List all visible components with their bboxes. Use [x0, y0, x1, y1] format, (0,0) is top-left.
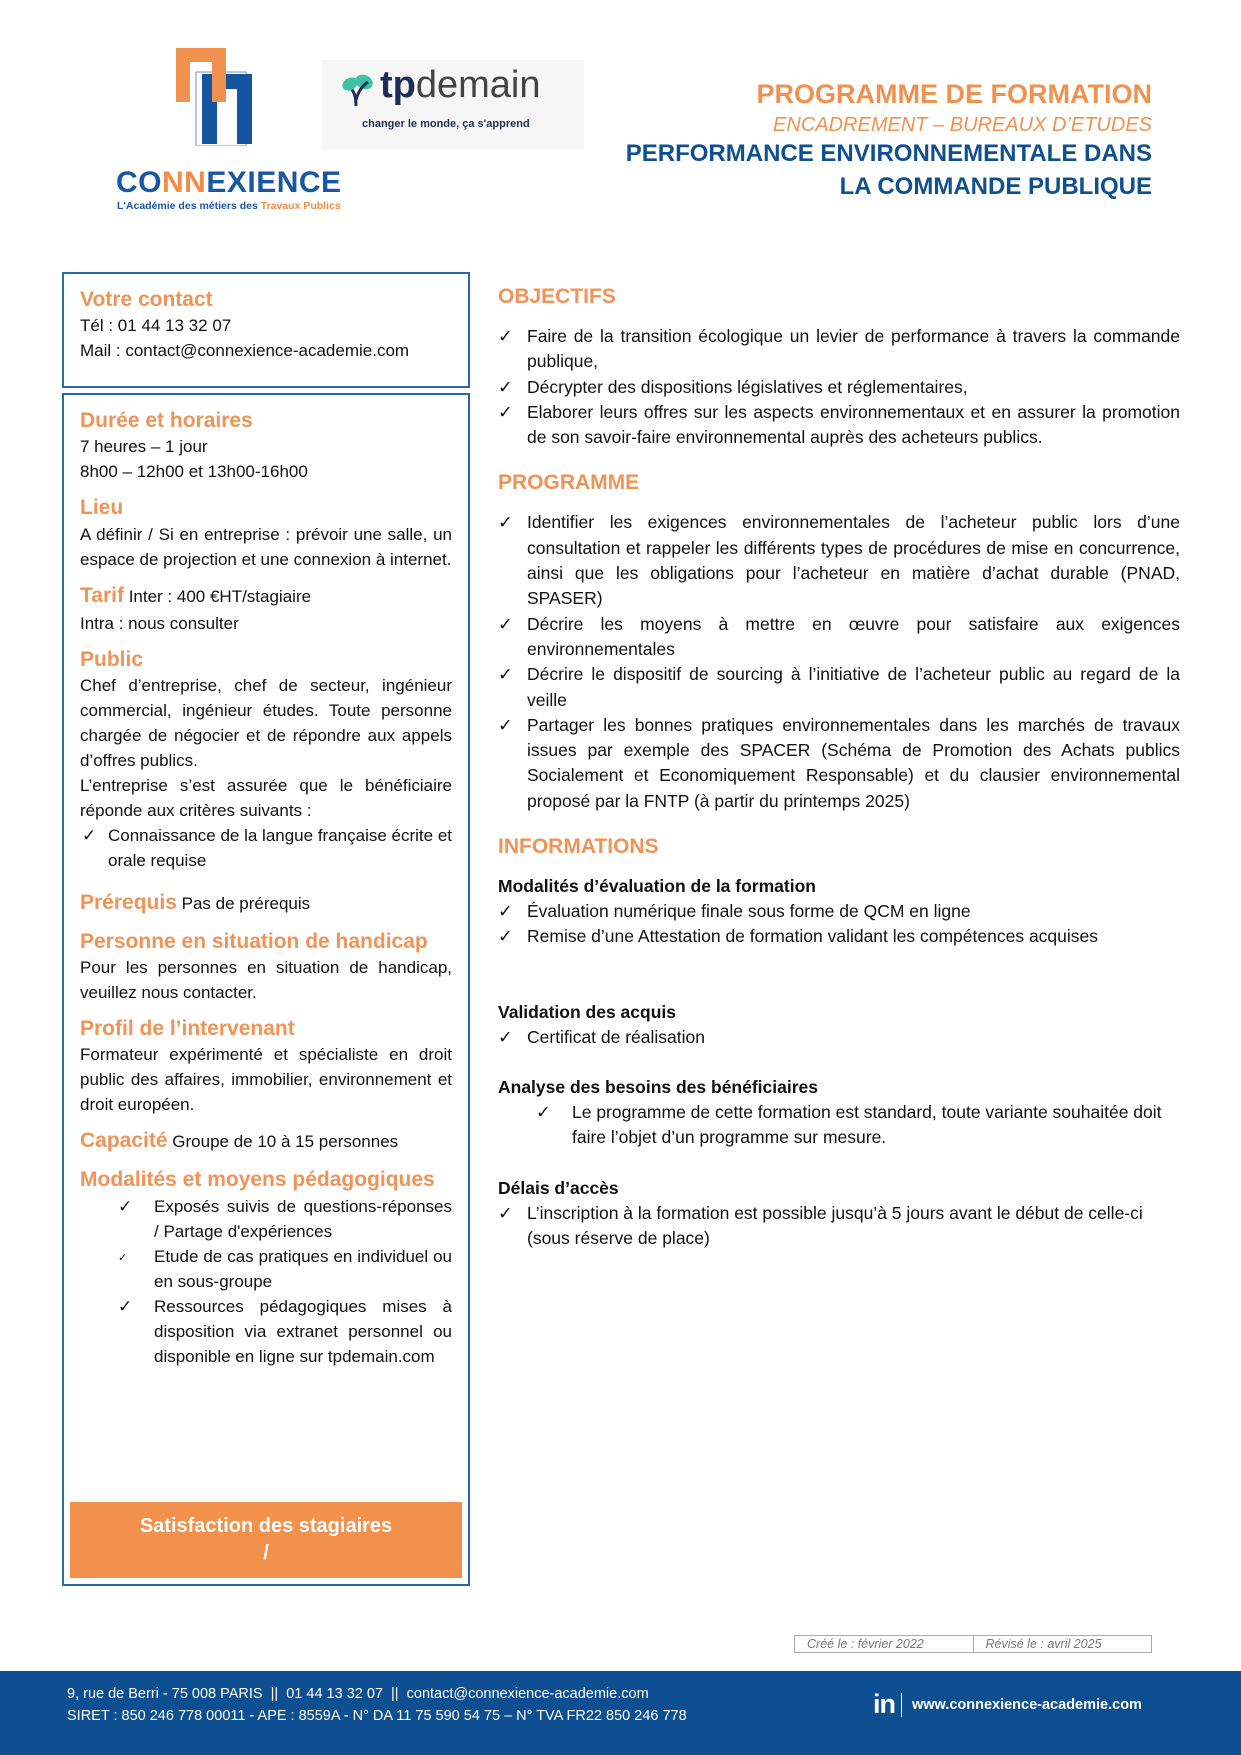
- public-heading: Public: [80, 647, 144, 671]
- list-item: ✓ Décrypter des dispositions législatives et réglementaires,: [498, 375, 1180, 400]
- public-section: [80, 646, 452, 873]
- list-item: ✓ L’inscription à la formation est possible jusqu’à 5 jours avant le début de celle-ci (sous réserve de place): [498, 1202, 1143, 1248]
- modalites-section: [80, 1166, 452, 1368]
- lieu-text: A définir / Si en entreprise : prévoir une salle, un espace de projection et une connexion à internet.: [80, 524, 452, 569]
- document-dates: [794, 1635, 1152, 1653]
- check-icon: ✓: [536, 1101, 551, 1122]
- check-icon: ✓: [118, 1196, 133, 1216]
- delais-block: [498, 1176, 1180, 1252]
- duree-section: [80, 407, 452, 484]
- capacite-heading: Capacité: [80, 1129, 168, 1153]
- list-item: ✓ Connaissance de la langue française écrite et orale requise: [80, 823, 452, 873]
- created-date: Créé le : février 2022: [807, 1637, 924, 1651]
- connexience-tagline: L'Académie des métiers des Travaux Publics: [117, 200, 341, 212]
- check-icon: ✓: [82, 825, 97, 845]
- delais-list: [498, 1201, 1180, 1252]
- contact-heading: Votre contact: [80, 288, 213, 311]
- tarif-intra: Intra : nous consulter: [80, 613, 239, 633]
- check-icon: ✓: [498, 326, 513, 346]
- modalites-heading: Modalités et moyens pédagogiques: [80, 1168, 435, 1192]
- title-block: [626, 78, 1152, 204]
- course-title-line2: LA COMMANDE PUBLIQUE: [839, 172, 1152, 200]
- leaf-icon: [340, 72, 376, 108]
- list-item: ✓ Certificat de réalisation: [498, 1025, 1180, 1050]
- list-item: ✓ Partager les bonnes pratiques environnementales dans les marchés de travaux issues par exemple des SPACER (Schéma de Promotion des Achats publics Socialement et Economiquement Responsable) et du clausier environnemental proposé par la FNTP (à partir du printemps 2025): [498, 714, 1180, 811]
- objectifs-heading: OBJECTIFS: [498, 285, 616, 308]
- objectifs-section: [498, 282, 1180, 450]
- check-icon: ✓: [498, 901, 513, 922]
- satisfaction-value: /: [263, 1542, 269, 1564]
- evaluation-list: [498, 899, 1180, 950]
- handicap-heading: Personne en situation de handicap: [80, 929, 428, 953]
- contact-phone: Tél : 01 44 13 32 07: [80, 316, 232, 336]
- lieu-section: [80, 494, 452, 571]
- check-icon: ✓: [498, 714, 513, 735]
- connexience-wordmark: CONNEXIENCE: [116, 166, 342, 199]
- tarif-inter: Inter : 400 €HT/stagiaire: [128, 586, 312, 606]
- tpdemain-slogan: changer le monde, ça s'apprend: [362, 118, 530, 130]
- list-item: ✓ Le programme de cette formation est standard, toute variante souhaitée doit faire l’objet d’un programme sur mesure.: [536, 1101, 1162, 1148]
- validation-block: [498, 1000, 1180, 1050]
- document-subtitle: ENCADREMENT – BUREAUX D’ETUDES: [773, 113, 1152, 136]
- list-item: ✓ Identifier les exigences environnementales de l’acheteur public lors d’une consultation et rappeler les différents types de procédures de mise en concurrence, ainsi que les obligations pour l’acheteur en matière d’achat durable (PNAD, SPASER): [498, 512, 1180, 609]
- check-icon: ✓: [498, 664, 513, 685]
- duree-line1: 7 heures – 1 jour: [80, 437, 208, 457]
- check-icon: ✓: [498, 1202, 513, 1223]
- programme-heading: PROGRAMME: [498, 471, 640, 495]
- connexience-mark-icon: [174, 46, 274, 146]
- check-icon: ✓: [498, 926, 513, 947]
- list-item: ✓ Elaborer leurs offres sur les aspects environnementaux et en assurer la promotion de son savoir-faire environnemental auprès des acheteurs publics.: [498, 401, 1180, 448]
- handicap-text: Pour les personnes en situation de handicap, veuillez nous contacter.: [80, 958, 452, 1003]
- tpdemain-wordmark: tpdemain: [380, 64, 541, 106]
- tpdemain-logo: [322, 60, 584, 150]
- list-item: ✓ Ressources pédagogiques mises à disposition via extranet personnel ou disponible en ligne sur tpdemain.com: [80, 1294, 452, 1369]
- objectifs-list: [498, 324, 1180, 450]
- check-icon: ✓: [498, 613, 513, 634]
- prerequis-text: Pas de prérequis: [181, 893, 311, 913]
- connexience-logo: [112, 46, 342, 216]
- handicap-section: [80, 928, 452, 1005]
- document-title: PROGRAMME DE FORMATION: [756, 79, 1152, 109]
- right-column: [498, 282, 1180, 1251]
- delais-heading: Délais d’accès: [498, 1177, 619, 1198]
- analyse-list: [498, 1100, 1180, 1151]
- evaluation-block: [498, 874, 1180, 950]
- footer: [0, 1671, 1241, 1755]
- details-box: [62, 393, 470, 1586]
- contact-box: [62, 272, 470, 388]
- check-icon: ✓: [118, 1296, 133, 1316]
- validation-list: [498, 1025, 1180, 1050]
- footer-legal-line: SIRET : 850 246 778 00011 - APE : 8559A - N° DA 11 75 590 54 75 – N° TVA FR22 850 246 778: [67, 1708, 687, 1724]
- check-icon: ✓: [118, 1251, 128, 1264]
- analyse-heading: Analyse des besoins des bénéficiaires: [498, 1076, 819, 1097]
- footer-links: [873, 1691, 1142, 1718]
- footer-contact-line: 9, rue de Berri - 75 008 PARIS || 01 44 13 32 07 || contact@connexience-academie.com: [67, 1686, 649, 1702]
- profil-text: Formateur expérimenté et spécialiste en droit public des affaires, immobilier, environnement et droit européen.: [80, 1045, 452, 1115]
- list-item: ✓ Remise d’une Attestation de formation validant les compétences acquises: [498, 924, 1180, 949]
- list-item: ✓ Décrire le dispositif de sourcing à l’initiative de l’acheteur public au regard de la veille: [498, 664, 1180, 710]
- programme-list: [498, 510, 1180, 814]
- validation-heading: Validation des acquis: [498, 1001, 676, 1022]
- profil-section: [80, 1015, 452, 1117]
- lieu-heading: Lieu: [80, 496, 124, 520]
- footer-address: [67, 1683, 687, 1727]
- list-item: ✓ Exposés suivis de questions-réponses / Partage d'expériences: [80, 1194, 452, 1244]
- list-item: ✓ Faire de la transition écologique un levier de performance à travers la commande publique,: [498, 326, 1180, 372]
- linkedin-icon[interactable]: in: [873, 1689, 895, 1719]
- prerequis-section: [80, 889, 452, 918]
- satisfaction-banner: [70, 1502, 462, 1578]
- prerequis-heading: Prérequis: [80, 890, 177, 914]
- tarif-section: [80, 582, 452, 636]
- check-icon: ✓: [498, 1026, 513, 1047]
- programme-section: [498, 468, 1180, 814]
- course-title-line1: PERFORMANCE ENVIRONNEMENTALE DANS: [625, 139, 1152, 167]
- duree-line2: 8h00 – 12h00 et 13h00-16h00: [80, 462, 308, 482]
- revised-date: Révisé le : avril 2025: [973, 1636, 1152, 1652]
- check-icon: ✓: [498, 512, 513, 533]
- modalites-list: [80, 1194, 452, 1369]
- divider: [901, 1693, 902, 1717]
- satisfaction-label: Satisfaction des stagiaires: [139, 1515, 393, 1537]
- tarif-heading: Tarif: [80, 583, 124, 607]
- check-icon: ✓: [498, 401, 513, 422]
- check-icon: ✓: [498, 376, 513, 397]
- capacite-text: Groupe de 10 à 15 personnes: [172, 1132, 399, 1152]
- list-item: ✓ Etude de cas pratiques en individuel ou en sous-groupe: [118, 1246, 452, 1291]
- duree-heading: Durée et horaires: [80, 409, 253, 432]
- list-item: ✓ Décrire les moyens à mettre en œuvre pour satisfaire aux exigences environnementales: [498, 613, 1180, 659]
- public-text: Chef d’entreprise, chef de secteur, ingénieur commercial, ingénieur études. Toute personne chargée de négocier et de répondre aux appels d’offres publics.: [80, 675, 452, 770]
- evaluation-heading: Modalités d’évaluation de la formation: [498, 876, 816, 897]
- website-link[interactable]: www.connexience-academie.com: [912, 1696, 1142, 1713]
- public-criteria-intro: L’entreprise s’est assurée que le bénéficiaire réponde aux critères suivants :: [80, 775, 452, 820]
- informations-heading: INFORMATIONS: [498, 835, 659, 859]
- informations-section: [498, 832, 1180, 1251]
- analyse-block: [498, 1075, 1180, 1151]
- profil-heading: Profil de l’intervenant: [80, 1017, 295, 1041]
- contact-mail: Mail : contact@connexience-academie.com: [80, 341, 410, 361]
- capacite-section: [80, 1127, 452, 1156]
- list-item: ✓ Évaluation numérique finale sous forme de QCM en ligne: [498, 899, 1180, 924]
- public-criteria-list: [80, 823, 452, 873]
